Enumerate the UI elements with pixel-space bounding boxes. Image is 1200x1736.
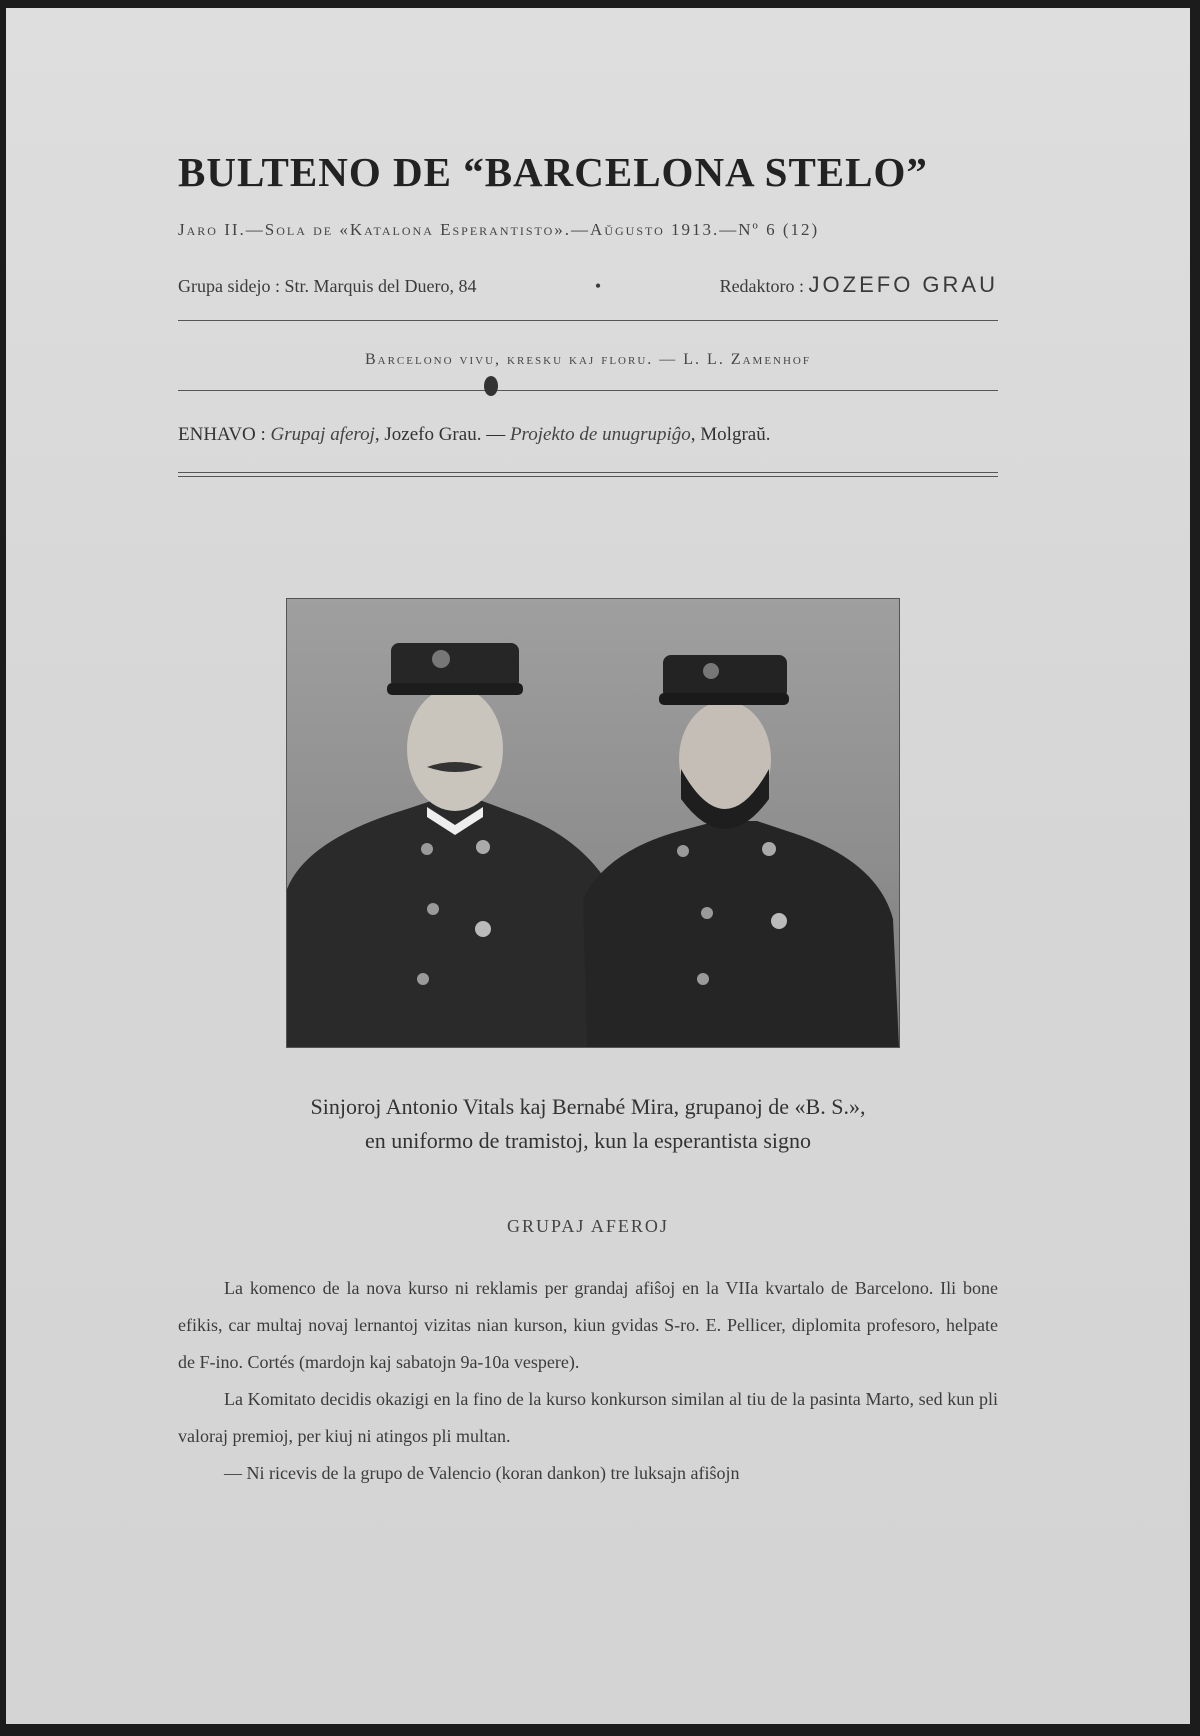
article-paragraph-3: — Ni ricevis de la grupo de Valencio (koran dankon) tre luksajn afiŝojn [224,1463,740,1483]
motto: Barcelono vivu, kresku kaj floru. — L. L. Zamenhof [364,351,811,368]
article-paragraph-2: La Komitato decidis okazigi en la fino de la kurso konkurson similan al tiu de la pasinta Marto, sed kun pli valoraj premioj, per kiuj ni atingos pli multan. [178,1389,998,1446]
two-tramway-men-illustration [287,599,899,1047]
article-paragraph-1: La komenco de la nova kurso ni reklamis per grandaj afiŝoj en la VIIa kvartalo de Barcelono. Ili bone efikis, car multaj novaj lernantoj vizitas nian kurson, kiun gvidas S-ro. E. Pellicer, diplomita profesoro, helpate de F-ino. Cortés (mardojn kaj sabatojn 9a-10a vespere). [178,1278,998,1372]
contents-item-1-title: Grupaj aferoj [270,424,375,445]
ornament-icon [484,376,498,396]
editor-name: JOZEFO GRAU [808,272,998,297]
divider-top [178,320,998,321]
contents-item-1-author: , Jozefo Grau. — [374,424,510,445]
issue-info: Jaro II.—Sola de «Katalona Esperantisto».—Aŭgusto 1913.—Nº 6 (12) [178,220,820,239]
contents-item-2-title: Projekto de unugrupiĝo [509,424,691,445]
article-body [178,1270,998,1492]
contents-item-2-author: , Molgraŭ. [690,424,771,445]
group-address: Grupa sidejo : Str. Marquis del Duero, 84 [178,276,477,296]
divider-bottom [178,472,998,477]
photo-caption [178,1090,998,1158]
table-of-contents [178,424,998,446]
editor-block [720,272,998,298]
caption-line-2: en uniformo de tramistoj, kun la esperantista signo [364,1128,811,1153]
editor-label: Redaktoro : [719,276,805,296]
bulletin-title: BULTENO DE “BARCELONA STELO” [178,149,928,195]
portrait-photo [286,598,900,1048]
document-page [6,8,1190,1724]
caption-line-1: Sinjoroj Antonio Vitals kaj Bernabé Mira, grupanoj de «B. S.», [310,1094,866,1119]
contents-label: ENHAVO : [178,424,266,445]
divider-middle [178,390,998,391]
address-row [178,272,998,298]
bullet-separator: • [594,276,602,296]
article-heading: GRUPAJ AFEROJ [507,1216,669,1236]
